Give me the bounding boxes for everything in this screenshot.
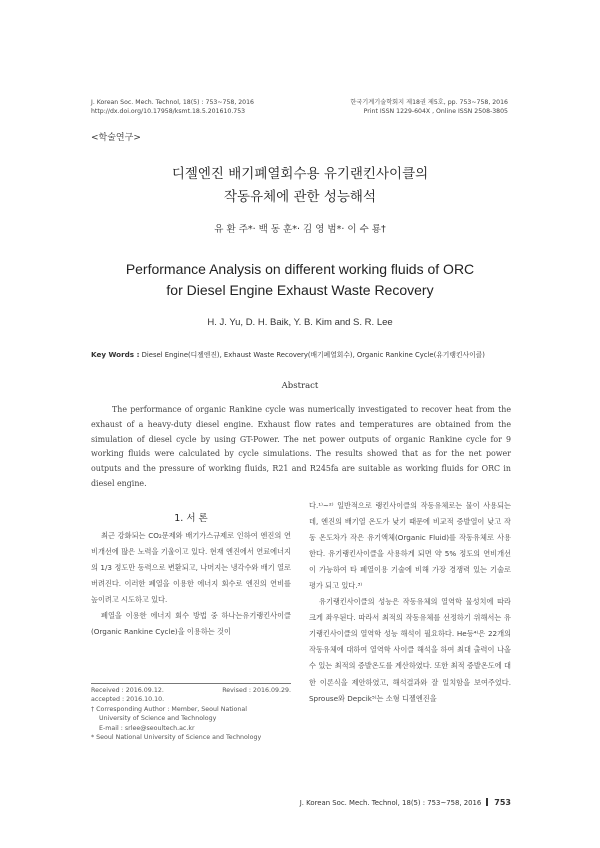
keywords [91, 349, 511, 359]
dates-row [91, 686, 291, 695]
corresponding-author-affiliation: University of Science and Technology [99, 715, 217, 723]
body-paragraph: 유기랭킨사이클의 성능은 작동유체의 열역학 물성치에 따라 크게 좌우된다. 따라서 최적의 작동유체를 선정하기 위해서는 유기랭킨사이클의 열역학 성능 해석이 필요하다. He등⁴⁾은 22개의 작동유체에 대하여 열역학 사이클 해석을 하여 최대 출력이 나올 수 있는 최적의 증발온도를 계산하였다. 또한 최적 증발온도에 대한 이론식을 제안하였고, 해석결과와 잘 일치함을 보여주었다. Sprouse와 Depcik⁵⁾는 소형 디젤엔진을 [309, 597, 511, 703]
citation-line: J. Korean Soc. Mech. Technol, 18(5) : 753~758, 2016 [91, 99, 254, 106]
journal-issn-header [350, 98, 508, 116]
korean-authors: 유 환 주*· 백 동 훈*· 김 영 범*· 이 수 룡† [214, 224, 386, 235]
received-date: Received : 2016.09.12. [91, 687, 164, 694]
english-title-line: for Diesel Engine Exhaust Waste Recovery [166, 282, 434, 298]
korean-title-line: 디젤엔진 배기폐열회수용 유기랜킨사이클의 [171, 166, 429, 182]
page-footer [300, 798, 511, 807]
abstract-heading: Abstract [281, 381, 319, 391]
email-address[interactable]: E-mail : srlee@seoultech.ac.kr [99, 724, 195, 732]
footnote-block [91, 686, 291, 742]
keywords-label: Key Words : [91, 350, 140, 359]
page-number: 753 [494, 798, 511, 807]
body-paragraph: 폐열을 이용한 에너지 회수 방법 중 하나는유기랭킨사이클(Organic Rankine Cycle)을 이용하는 것이 [91, 611, 291, 637]
journal-citation-header [91, 98, 254, 116]
footer-separator-bar [486, 798, 488, 806]
footnote-divider [91, 683, 291, 684]
accepted-date: accepted : 2016.10.10. [91, 696, 165, 704]
english-title-line: Performance Analysis on different working fluids of ORC [125, 261, 475, 277]
korean-title-line: 작동유체에 관한 성능해석 [223, 189, 377, 205]
body-paragraph: 다.¹⁾~²⁾ 일반적으로 랭킨사이클의 작동유체로는 물이 사용되는데, 엔진의 배기열 온도가 낮기 때문에 비교적 증발열이 낮고 작동 온도차가 작은 유기액체(Organic Fluid)를 작동유체로 사용한다. 유기랭킨사이클을 사용하게 되면 약 5% 정도의 연비개선이 가능하여 타 폐열이용 기술에 비해 가장 경쟁력 있는 기술로 평가 되고 있다.³⁾ [309, 501, 511, 591]
issn-line: Print ISSN 1229-604X , Online ISSN 2508-3805 [363, 108, 508, 115]
body-paragraph: 최근 강화되는 CO₂문제와 배기가스규제로 인하여 엔진의 연비개선에 많은 노력을 기울이고 있다. 현재 엔진에서 연료에너지의 1/3 정도만 동력으로 변환되고, 나머지는 냉각수와 배기 열로 버려진다. 이러한 폐열을 이용한 에너지 회수로 엔진의 연비를 높이려고 시도하고 있다. [91, 531, 291, 605]
article-category: <학술연구> [91, 133, 141, 143]
footer-citation: J. Korean Soc. Mech. Technol, 18(5) : 753~758, 2016 [299, 799, 482, 807]
section-heading-introduction: 1. 서 론 [174, 513, 208, 524]
left-column-text [91, 528, 291, 640]
doi-line[interactable]: http://dx.doi.org/10.17958/ksmt.18.5.201610.753 [91, 108, 246, 115]
korean-journal-line: 한국기계기술학회지 제18권 제5호, pp. 753~758, 2016 [350, 99, 508, 106]
author-affiliation: * Seoul National University of Science and Technology [91, 734, 262, 742]
keywords-text: Diesel Engine(디젤엔진), Exhaust Waste Recovery(배기폐열회수), Organic Rankine Cycle(유기랭킨사이클) [141, 351, 485, 359]
revised-date: Revised : 2016.09.29. [222, 687, 291, 694]
korean-title [0, 163, 600, 209]
corresponding-author: † Corresponding Author : Member, Seoul National [91, 705, 247, 713]
english-title [0, 259, 600, 301]
english-authors: H. J. Yu, D. H. Baik, Y. B. Kim and S. R. Lee [207, 317, 393, 328]
abstract-body: The performance of organic Rankine cycle was numerically investigated to recover heat from the exhaust of a heavy-duty diesel engine. Exhaust flow rates and temperatures are obtained from the simulation of diesel cycle by using GT-Power. The net power outputs of organic Rankine cycle for 9 working fluids were calculated by cycle simulations. The results showed that as for the net power outputs and the pressure of working fluids, R21 and R245fa are suitable as working fluids for ORC in diesel engine. [91, 405, 511, 488]
right-column-text [309, 498, 511, 707]
